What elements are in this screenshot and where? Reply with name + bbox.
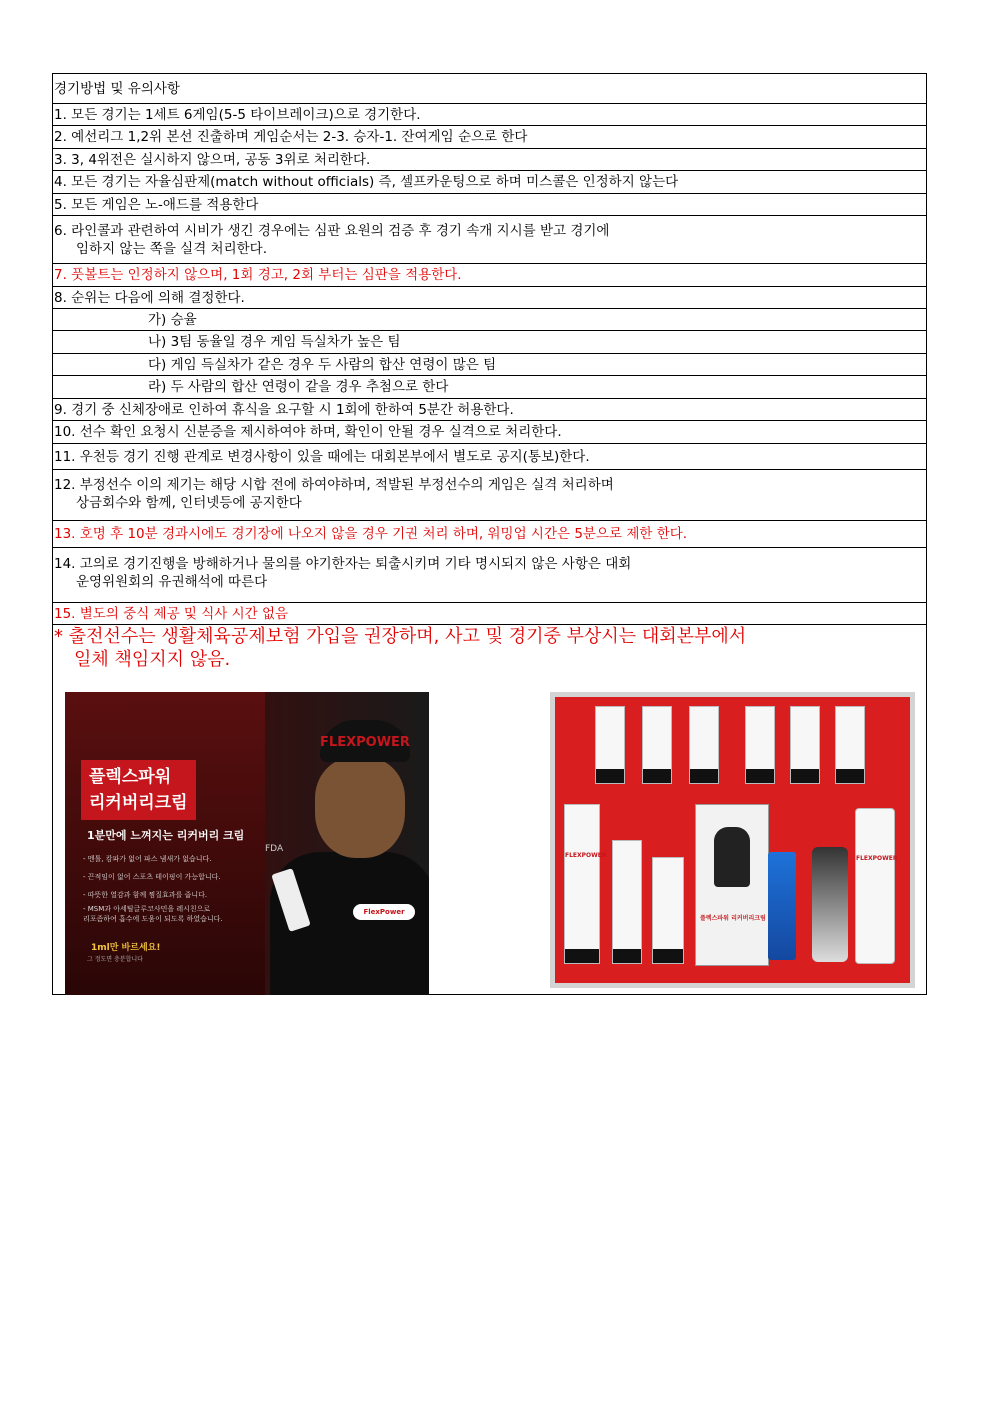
table-header: 경기방법 및 유의사항 [53, 74, 926, 104]
booklet-figure [714, 827, 750, 887]
promo-bullet: - 끈적임이 없어 스포츠 테이핑이 가능합니다. [83, 873, 221, 881]
note-line: * 출전선수는 생활체육공제보험 가입을 권장하며, 사고 및 경기중 부상시는 대회본부에서 [54, 626, 747, 647]
product-box [612, 840, 642, 964]
rule-line: 12. 부정선수 이의 제기는 해당 시합 전에 하여야하며, 적발된 부정선수의 게임은 실격 처리하며 [54, 477, 614, 493]
rule-row [53, 470, 926, 521]
spray-bottle [812, 847, 848, 962]
rule-row: 2. 예선리그 1,2위 본선 진출하며 게임순서는 2-3. 승자-1. 잔여게임 순으로 한다 [53, 126, 926, 149]
product-box: FLEXPOWER [564, 804, 600, 964]
rule-line: 14. 고의로 경기진행을 방해하거나 물의를 야기한자는 퇴출시키며 기타 명시되지 않은 사항은 대회 [54, 556, 632, 572]
small-tube [835, 706, 865, 784]
rule-subrow: 나) 3팀 동율일 경우 게임 득실차가 높은 팀 [53, 331, 926, 354]
promo-title [81, 760, 196, 820]
rule-line: 상금회수와 함께, 인터넷등에 공지한다 [76, 495, 302, 511]
promo-bullets [83, 850, 223, 924]
fda-logo: FDA [265, 844, 284, 854]
rule-row: 11. 우천등 경기 진행 관계로 변경사항이 있을 때에는 대회본부에서 별도로 공지(통보)한다. [53, 444, 926, 470]
insurance-note [53, 625, 926, 671]
small-tube [790, 706, 820, 784]
promo-image [65, 692, 429, 995]
booklet-title: 플렉스파워 리커버리크림 [700, 915, 766, 922]
small-tube [745, 706, 775, 784]
rule-row: 8. 순위는 다음에 의해 결정한다. [53, 287, 926, 309]
rule-subrow: 라) 두 사람의 합산 연령이 같을 경우 추첨으로 한다 [53, 376, 926, 399]
product-booklet [695, 804, 769, 966]
rule-row: 4. 모든 경기는 자율심판제(match without officials) 즉, 셀프카운팅으로 하며 미스콜은 인정하지 않는다 [53, 171, 926, 194]
athlete-cap: FLEXPOWER [320, 720, 410, 762]
shirt-badge: FlexPower [353, 904, 415, 920]
athlete-face [315, 758, 405, 858]
rule-row [53, 548, 926, 603]
promo-headline: 1분만에 느껴지는 리커버리 크림 [87, 829, 245, 842]
rule-row: 10. 선수 확인 요청시 신분증을 제시하여야 하며, 확인이 안될 경우 실격으로 처리한다. [53, 421, 926, 444]
rule-row-warning: 15. 별도의 중식 제공 및 식사 시간 없음 [53, 603, 926, 625]
large-tube: FLEXPOWER [855, 808, 895, 964]
rules-table [52, 73, 927, 995]
promo-dose-note: 그 정도면 충분합니다 [87, 956, 143, 963]
promo-title-line: 리커버리크림 [89, 793, 188, 813]
small-tube [642, 706, 672, 784]
promo-bullet: - 멘톨, 캄파가 없어 파스 냄새가 없습니다. [83, 855, 212, 863]
rule-row: 9. 경기 중 신체장애로 인하여 휴식을 요구할 시 1회에 한하여 5분간 허용한다. [53, 399, 926, 421]
rule-row-warning: 7. 풋볼트는 인정하지 않으며, 1회 경고, 2회 부터는 심판을 적용한다. [53, 264, 926, 287]
blue-tube [768, 852, 796, 960]
product-set-image [550, 692, 915, 988]
promo-bullet: 리포좀하여 흡수에 도움이 되도록 하였습니다. [83, 915, 223, 923]
rule-row: 3. 3, 4위전은 실시하지 않으며, 공동 3위로 처리한다. [53, 149, 926, 171]
note-line: 일체 책임지지 않음. [74, 649, 231, 670]
small-tube [689, 706, 719, 784]
rule-line: 6. 라인콜과 관련하여 시비가 생긴 경우에는 심판 요원의 검증 후 경기 속개 지시를 받고 경기에 [54, 223, 610, 239]
promo-bullet: - MSM과 아세틸글루코사민을 레시친으로 [83, 905, 211, 913]
promo-bullet: - 따뜻한 열감과 함께 찜질효과를 줍니다. [83, 891, 208, 899]
rule-line: 임하지 않는 쪽을 실격 처리한다. [76, 241, 267, 257]
rule-line: 운영위원회의 유권해석에 따른다 [76, 574, 268, 590]
promo-title-line: 플렉스파워 [89, 767, 172, 787]
rule-row [53, 216, 926, 264]
rule-row-warning: 13. 호명 후 10분 경과시에도 경기장에 나오지 않을 경우 기권 처리 하며, 워밍업 시간은 5분으로 제한 한다. [53, 521, 926, 548]
rule-subrow: 가) 승율 [53, 309, 926, 331]
small-tube [595, 706, 625, 784]
rule-row: 5. 모든 게임은 노-애드를 적용한다 [53, 194, 926, 216]
promo-dose: 1ml만 바르세요! [91, 943, 161, 953]
rule-row: 1. 모든 경기는 1세트 6게임(5-5 타이브레이크)으로 경기한다. [53, 104, 926, 126]
rule-subrow: 다) 게임 득실차가 같은 경우 두 사람의 합산 연령이 많은 팀 [53, 354, 926, 376]
product-box [652, 857, 684, 964]
